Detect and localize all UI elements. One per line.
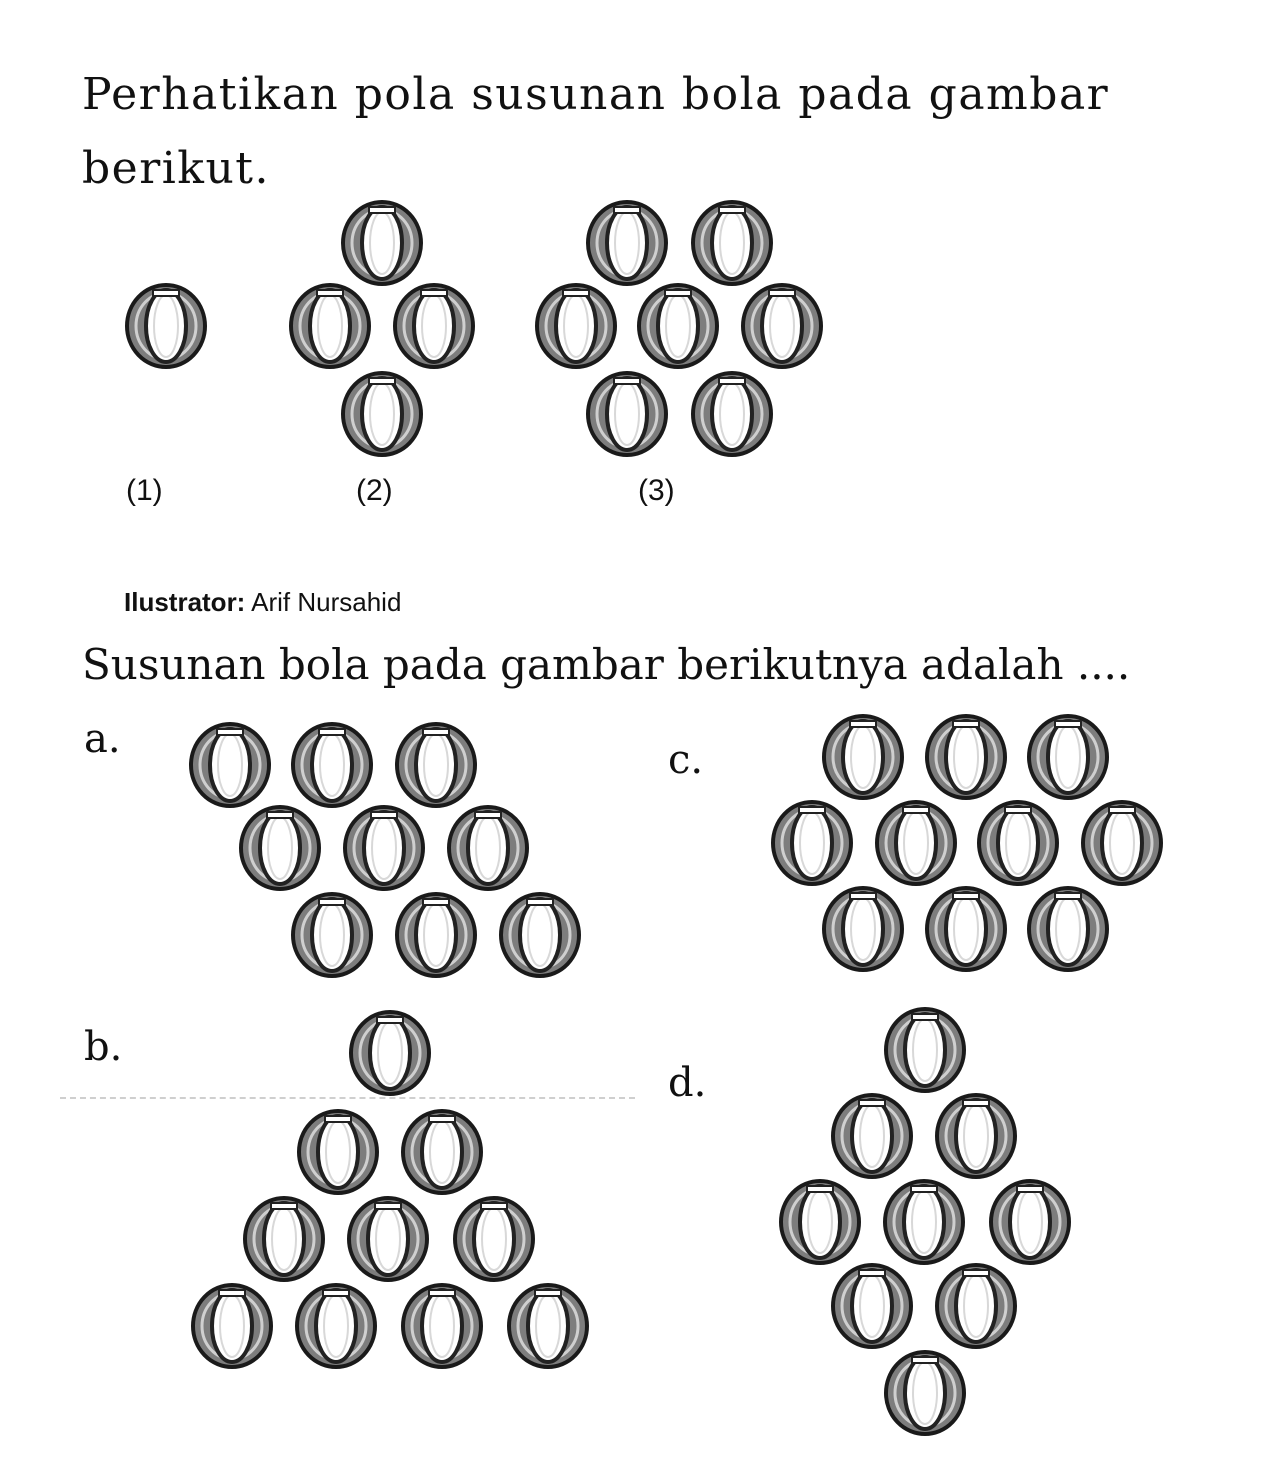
ball [395, 285, 473, 367]
option-c-balls [773, 716, 1161, 970]
ball [349, 1198, 427, 1280]
option-c-letter: c. [668, 737, 704, 783]
option-a-balls [191, 724, 579, 976]
ball [824, 716, 902, 798]
ball [927, 888, 1005, 970]
ball [509, 1285, 587, 1367]
ball [455, 1198, 533, 1280]
ball [1083, 802, 1161, 884]
illustrator-name: Arif Nursahid [251, 587, 402, 617]
figure-2-balls [291, 202, 473, 455]
ball [877, 802, 955, 884]
ball [245, 1198, 323, 1280]
ball [127, 285, 205, 367]
ball [403, 1285, 481, 1367]
ball [588, 373, 666, 455]
ball [937, 1095, 1015, 1177]
ball [588, 202, 666, 284]
ball [833, 1095, 911, 1177]
option-b-letter: b. [84, 1024, 123, 1070]
illustrator-key: Ilustrator: [124, 587, 246, 617]
figure-1-label: (1) [126, 474, 163, 507]
ball [397, 724, 475, 806]
figure-3-label: (3) [638, 474, 675, 507]
ball [773, 802, 851, 884]
ball [639, 285, 717, 367]
ball [886, 1352, 964, 1434]
ball [693, 373, 771, 455]
ball [345, 807, 423, 889]
ball [824, 888, 902, 970]
figure-3-balls [537, 202, 821, 455]
ball [927, 716, 1005, 798]
ball [885, 1181, 963, 1263]
ball [297, 1285, 375, 1367]
ball [193, 1285, 271, 1367]
ball [299, 1111, 377, 1193]
ball [886, 1009, 964, 1091]
figure-2-label: (2) [356, 474, 393, 507]
ball [191, 724, 269, 806]
option-b-balls [193, 1012, 587, 1367]
ball [693, 202, 771, 284]
ball [403, 1111, 481, 1193]
option-a-letter: a. [84, 716, 121, 762]
ball [291, 285, 369, 367]
ball [1029, 888, 1107, 970]
ball [351, 1012, 429, 1094]
ball [1029, 716, 1107, 798]
ball [937, 1265, 1015, 1347]
ball [979, 802, 1057, 884]
option-d-balls [781, 1009, 1069, 1434]
ball [343, 202, 421, 284]
option-d-letter: d. [668, 1060, 707, 1106]
ball [397, 894, 475, 976]
ball [743, 285, 821, 367]
ball [833, 1265, 911, 1347]
ball [501, 894, 579, 976]
prompt-text: Susunan bola pada gambar berikutnya adalah .... [82, 640, 1131, 689]
ball [293, 894, 371, 976]
ball [241, 807, 319, 889]
ball [991, 1181, 1069, 1263]
figure-1-balls [127, 285, 205, 367]
ball [537, 285, 615, 367]
question-text: Perhatikan pola susunan bola pada gambar berikut. [82, 69, 1110, 194]
ball [293, 724, 371, 806]
ball [343, 373, 421, 455]
ball [781, 1181, 859, 1263]
ball [449, 807, 527, 889]
